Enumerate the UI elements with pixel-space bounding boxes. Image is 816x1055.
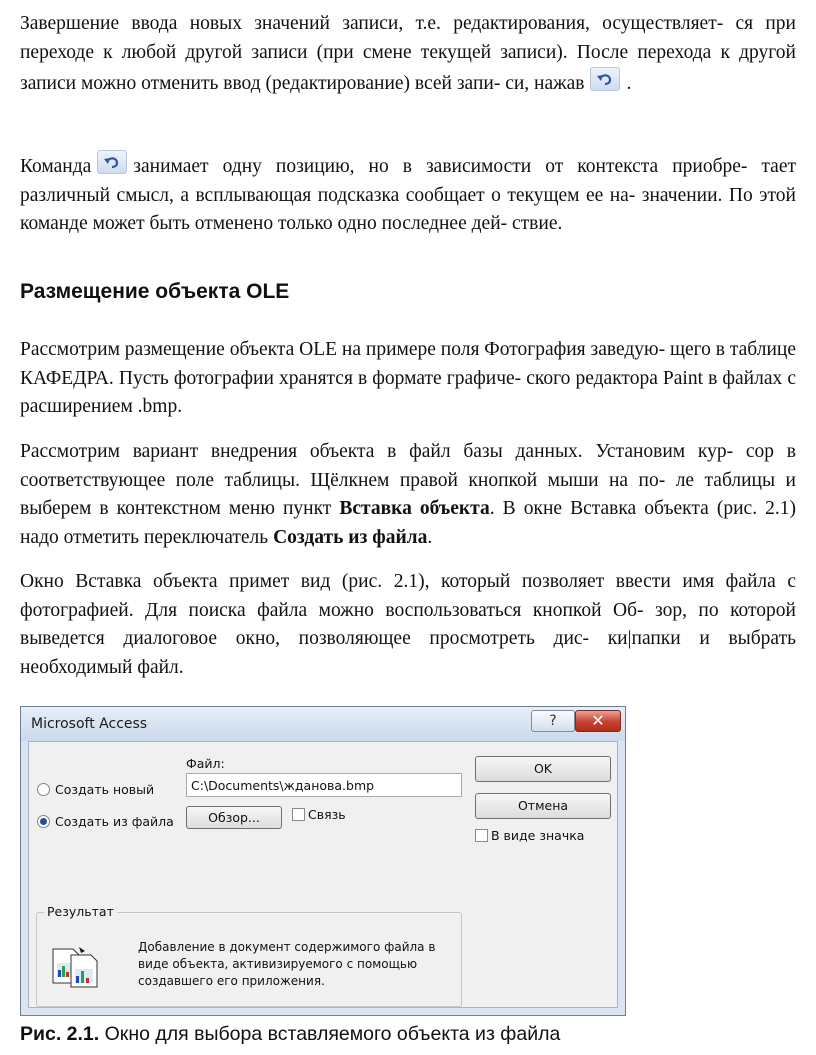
paragraph-ole-example: Рассмотрим размещение объекта OLE на примере поля Фотография заведую- щего в таблице КАФЕДРА. Пусть фотографии хранятся в формате графиче- ского редактора Paint в файлах с расширением .bmp. (20, 339, 796, 417)
as-icon-checkbox-row[interactable] (475, 828, 584, 843)
menu-item-reference: Вставка объекта (339, 498, 490, 519)
result-group-label: Результат (44, 904, 117, 919)
section-heading: Размещение объекта OLE (20, 280, 290, 303)
result-group (36, 904, 462, 1007)
radio-create-new[interactable] (37, 782, 154, 797)
radio-create-new-label: Создать новый (55, 782, 155, 797)
insert-object-dialog (20, 706, 626, 1016)
link-checkbox[interactable] (292, 808, 305, 821)
file-path-input[interactable] (186, 773, 462, 797)
dialog-client-area (28, 741, 618, 1008)
dialog-titlebar[interactable] (21, 707, 625, 741)
figure-caption-label: Рис. 2.1. (20, 1023, 100, 1045)
ok-button[interactable]: OK (475, 756, 611, 782)
embedded-document-icon (51, 943, 101, 989)
paragraph-editing-text: Завершение ввода новых значений записи, т.е. редактирования, осуществляет- ся при переходе к любой другой записи (при смене текущей записи). После перехода к другой записи можно отменить ввод (редактирование) всей запи- си, нажав (20, 13, 796, 94)
figure-caption-text: Окно для выбора вставляемого объекта из файла (104, 1023, 561, 1045)
close-button[interactable]: ✕ (575, 710, 621, 732)
help-button[interactable]: ? (531, 710, 575, 732)
paragraph-dialog-description: Окно Вставка объекта примет вид (рис. 2.1), который позволяет ввести имя файла с фотографией. Для поиска файла можно воспользоваться кнопкой Об- зор, по которой выведется диалоговое окно, позволяющее просмотреть дис- ки|папки и выбрать необходимый файл. (20, 571, 796, 678)
figure-caption (20, 1021, 560, 1047)
file-label: Файл: (186, 756, 225, 771)
dialog-title: Microsoft Access (31, 716, 148, 732)
paragraph-command: Команда занимает одну позицию, но в зависимости от контекста приобре- тает различный смысл, а всплывающая подсказка сообщает о текущем ее на- значении. По этой команде может быть отменено только одно последнее дей- ствие. (20, 150, 796, 239)
as-icon-checkbox-label: В виде значка (491, 828, 585, 843)
radio-create-from-file[interactable] (37, 814, 174, 829)
radio-create-from-file-circle[interactable] (37, 815, 50, 828)
link-checkbox-label: Связь (308, 807, 346, 822)
switch-reference: Создать из файла (273, 526, 428, 548)
paragraph-embedding: Рассмотрим вариант внедрения объекта в файл базы данных. Установим кур- сор в соответствующее поле таблицы. Щёлкнем правой кнопкой мыши на по- ле таблицы и выберем в контекстном меню пункт Вставка объекта. В окне Вставка объекта (рис. 2.1) надо отметить переключатель Создать из файла. (20, 441, 797, 548)
paragraph-editing: Завершение ввода новых значений записи, т.е. редактирования, осуществляет- ся при переходе к любой другой записи (при смене текущей записи). После перехода к другой записи можно отменить ввод (редактирование) всей запи- си, нажав . (20, 13, 796, 94)
radio-create-from-file-label: Создать из файла (55, 814, 174, 829)
link-checkbox-row[interactable] (292, 807, 346, 822)
as-icon-checkbox[interactable] (475, 829, 488, 842)
radio-create-new-circle[interactable] (37, 783, 50, 796)
browse-button[interactable]: Обзор... (186, 806, 282, 829)
result-description: Добавление в документ содержимого файла в виде объекта, активизируемого с помощью создавшего его приложения. (138, 940, 436, 988)
undo-icon (97, 150, 127, 174)
cancel-button[interactable]: Отмена (475, 793, 611, 819)
undo-icon (590, 67, 620, 91)
